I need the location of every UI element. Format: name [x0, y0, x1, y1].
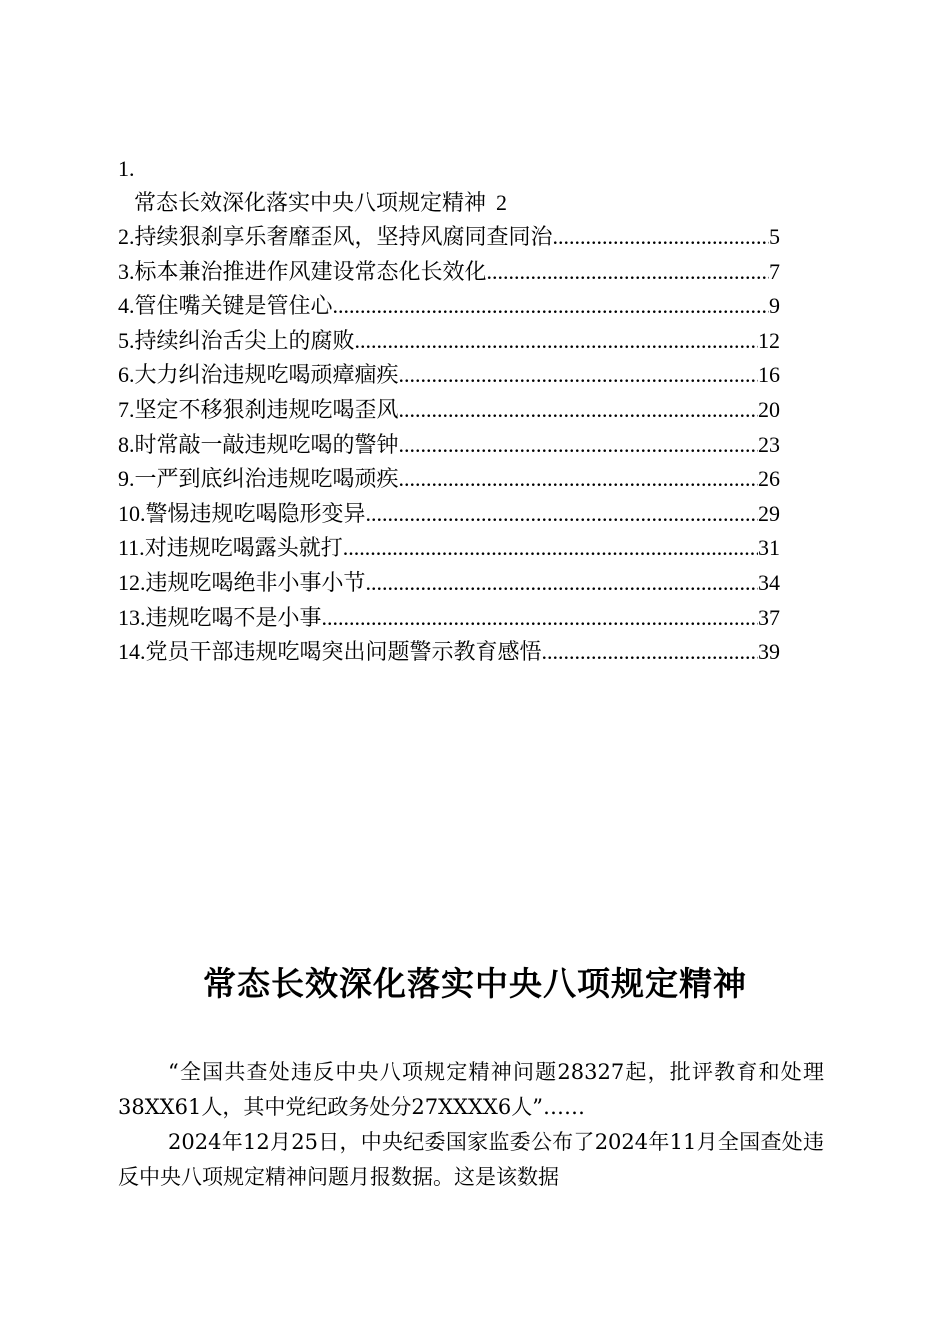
toc-item-title: 管住嘴关键是管住心 [134, 294, 333, 320]
toc-item-title: 违规吃喝绝非小事小节 [145, 570, 366, 596]
toc-item-page: 7 [769, 258, 780, 284]
toc-item-title: 违规吃喝不是小事 [145, 605, 322, 631]
toc-leader-dots [487, 255, 769, 290]
toc-item-page: 12 [758, 327, 780, 353]
toc-item-page: 23 [758, 431, 780, 457]
toc-item[interactable] [118, 601, 780, 636]
toc-item-page: 34 [758, 569, 780, 595]
toc-leader-dots [355, 324, 758, 359]
toc-item[interactable] [118, 393, 780, 428]
toc-item[interactable] [118, 358, 780, 393]
article-title: 常态长效深化落实中央八项规定精神 [203, 964, 747, 1003]
toc-item-number: 4. [118, 293, 135, 319]
toc-item[interactable] [118, 531, 780, 566]
toc-item[interactable] [118, 220, 780, 255]
toc-item-page: 29 [758, 500, 780, 526]
toc-item-1-title: 常态长效深化落实中央八项规定精神 [134, 191, 487, 216]
toc-item-number: 2. [118, 224, 135, 249]
toc-item-title: 对违规吃喝露头就打 [144, 536, 343, 562]
toc-leader-dots [399, 358, 758, 393]
toc-leader-dots [399, 428, 758, 463]
toc-item-number: 10. [118, 500, 146, 526]
toc-item-1-page: 2 [496, 190, 508, 215]
toc-item[interactable] [118, 255, 780, 290]
toc-item-1-number: 1. [118, 156, 135, 181]
toc-item-page: 26 [758, 466, 780, 492]
toc-item[interactable] [118, 324, 780, 359]
toc-item[interactable] [118, 289, 780, 324]
toc-item-number: 6. [118, 362, 135, 388]
toc-item-page: 39 [758, 639, 780, 665]
toc-item-number: 9. [118, 466, 135, 492]
toc-item-page: 9 [769, 293, 780, 319]
toc-leader-dots [343, 531, 758, 566]
toc-leader-dots [366, 497, 758, 532]
toc-item-number: 3. [118, 258, 135, 284]
toc-item[interactable] [118, 566, 780, 601]
toc-item[interactable] [118, 428, 780, 463]
toc-item-page: 5 [769, 224, 780, 249]
toc-leader-dots [553, 220, 769, 255]
toc-item-number: 14. [118, 639, 146, 665]
toc-item-number: 7. [118, 396, 135, 422]
toc-item-title: 党员干部违规吃喝突出问题警示教育感悟 [145, 640, 542, 666]
toc-item-title: 时常敲一敲违规吃喝的警钟 [134, 432, 399, 458]
toc-item-title: 警惕违规吃喝隐形变异 [145, 501, 366, 527]
toc-leader-dots [366, 566, 758, 601]
toc-item-page: 16 [758, 362, 780, 388]
toc-item[interactable] [118, 462, 780, 497]
toc-item-number: 13. [118, 604, 146, 630]
toc-item-number: 8. [118, 431, 135, 457]
toc-item-title: 坚定不移狠刹违规吃喝歪风 [134, 397, 399, 423]
article-paragraph-1: “全国共查处违反中央八项规定精神问题28327起，批评教育和处理38XX61人，其中党纪政务处分27XXXX6人”…… [118, 1060, 824, 1119]
toc-leader-dots [399, 393, 758, 428]
toc-item-title: 标本兼治推进作风建设常态化长效化 [134, 259, 487, 285]
toc-item[interactable] [118, 635, 780, 670]
toc-item-1[interactable] [118, 186, 780, 220]
toc-item-title: 大力纠治违规吃喝顽瘴痼疾 [134, 363, 399, 389]
toc-item[interactable] [118, 497, 780, 532]
toc-leader-dots [542, 635, 758, 670]
toc-item-title: 持续纠治舌尖上的腐败 [134, 328, 355, 354]
article-paragraph-2: 2024年12月25日，中央纪委国家监委公布了2024年11月全国查处违反中央八项规定精神问题月报数据。这是该数据 [118, 1130, 824, 1189]
toc-item-page: 31 [758, 535, 780, 561]
toc-item-title: 一严到底纠治违规吃喝顽疾 [134, 467, 399, 493]
toc-item-number: 11. [118, 535, 145, 561]
table-of-contents [118, 152, 780, 670]
toc-item-number: 5. [118, 327, 135, 353]
toc-leader-dots [333, 289, 769, 324]
toc-item-title: 持续狠刹享乐奢靡歪风，坚持风腐同查同治 [134, 225, 553, 250]
toc-leader-dots [322, 601, 758, 636]
toc-item-page: 20 [758, 396, 780, 422]
toc-item-number: 12. [118, 569, 146, 595]
toc-leader-dots [399, 462, 758, 497]
toc-list [118, 220, 780, 670]
toc-item-page: 37 [758, 604, 780, 630]
